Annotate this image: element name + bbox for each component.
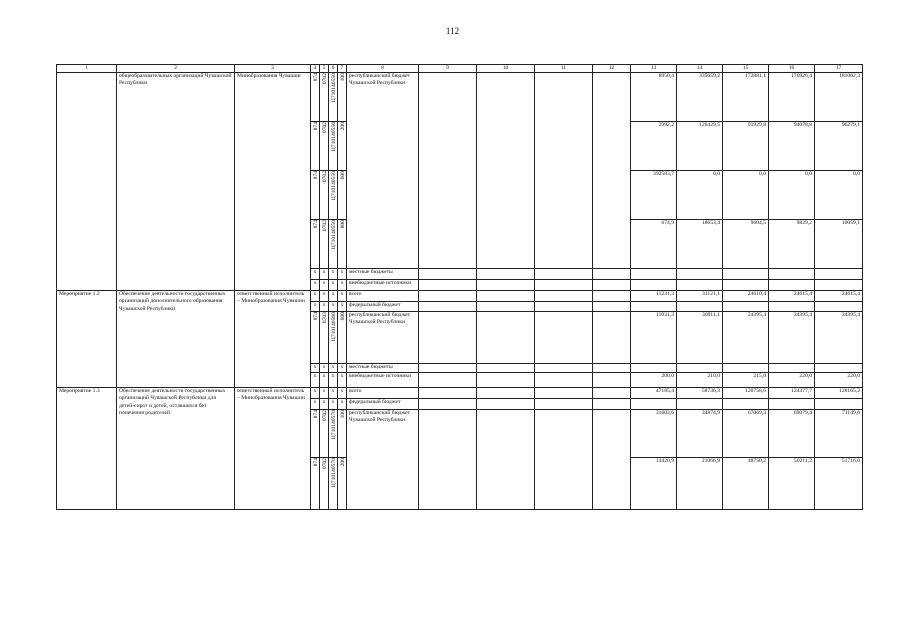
- code-type: 600: [340, 171, 346, 180]
- measure-label-cell: [57, 73, 117, 291]
- table-row: Мероприятие 1.3 Обеспечение деятельности государственных организаций Чувашской Республики для детей-сирот и детей, оставшихся без попечения родителей ответственный исполнитель – Минобразования Чувашии x x x x всего 47185,4 58736,3 120758,6 124377,7 128165,2: [57, 388, 863, 399]
- table-row: x x x x внебюджетные источники: [57, 280, 863, 291]
- value-cell: 335659,2: [677, 73, 723, 122]
- value-cell: 176926,4: [769, 73, 815, 122]
- code-gr: 874: [313, 410, 319, 419]
- funding-source: всего: [347, 388, 419, 399]
- code-section: 0702: [322, 73, 328, 85]
- column-header: 5: [320, 65, 329, 73]
- value-cell: 0,0: [677, 171, 723, 220]
- column-header: 1: [57, 65, 117, 73]
- value-cell: 2992,2: [631, 122, 677, 171]
- table-row: x x x x внебюджетные источники 200,0 210,0 215,0 220,0 220,0: [57, 373, 863, 388]
- table-row: 874 0702 Ц710140570 100 республиканский бюджет Чувашской Республики 31603,6 34874,9 67069,3 69079,4 71149,6: [57, 410, 863, 458]
- column-header: 11: [535, 65, 593, 73]
- table-row: 874 0703 Ц710140560 600 республиканский бюджет Чувашской Республики 11031,3 30911,1 24395,4 24395,4 24395,4: [57, 312, 863, 364]
- table-row: x x x x местные бюджеты: [57, 364, 863, 373]
- code-gr: 874: [313, 458, 319, 467]
- value-cell: 9604,5: [723, 220, 769, 269]
- code-section: 0703: [322, 312, 328, 324]
- value-cell: 0,0: [769, 171, 815, 220]
- value-cell: 18653,4: [677, 220, 723, 269]
- code-gr: 874: [313, 122, 319, 131]
- column-header: 16: [769, 65, 815, 73]
- funding-source: федеральный бюджет: [347, 302, 419, 312]
- code-gr: 874: [313, 171, 319, 180]
- value-cell: 392583,7: [631, 171, 677, 220]
- column-header: 10: [477, 65, 535, 73]
- value-cell: 91929,8: [723, 122, 769, 171]
- value-cell: 181062,3: [815, 73, 863, 122]
- funding-source: внебюджетные источники: [347, 280, 419, 291]
- value-cell: 0,0: [723, 171, 769, 220]
- code-section: 0702: [322, 220, 328, 232]
- funding-source: республиканский бюджет Чувашской Республики: [347, 312, 419, 364]
- code-target: Ц710140550: [331, 122, 337, 152]
- value-cell: 0,0: [815, 171, 863, 220]
- table-row: x x x x местные бюджеты: [57, 269, 863, 280]
- table-row: 874 0702 Ц710140570 200 14420,9 21066,9 48750,2 50211,2 51716,0: [57, 458, 863, 510]
- code-type: 200: [340, 122, 346, 131]
- code-section: 0702: [322, 410, 328, 422]
- column-header: 7: [338, 65, 347, 73]
- value-cell: 126429,5: [677, 122, 723, 171]
- code-target: Ц710140550: [331, 171, 337, 201]
- code-type: 600: [340, 312, 346, 321]
- value-cell: 10059,1: [815, 220, 863, 269]
- code-section: 0702: [322, 122, 328, 134]
- funding-source: всего: [347, 291, 419, 302]
- column-header: 6: [329, 65, 338, 73]
- executor-cell: Минобразования Чувашии: [235, 73, 311, 291]
- code-target: Ц710140560: [331, 312, 337, 342]
- value-cell: 9829,2: [769, 220, 815, 269]
- funding-source: местные бюджеты: [347, 364, 419, 373]
- code-gr: 874: [313, 73, 319, 82]
- table-row: x x x x федеральный бюджет: [57, 399, 863, 410]
- executor-cell: ответственный исполнитель – Минобразования Чувашии: [235, 388, 311, 510]
- code-type: 100: [340, 410, 346, 419]
- column-header: 8: [347, 65, 419, 73]
- code-target: Ц710140550: [331, 220, 337, 250]
- table-row: Мероприятие 1.2 Обеспечение деятельности государственных организаций дополнительного образования Чувашской Республики ответственный исполнитель – Минобразования Чувашии x x x x всего 11231,3 31121,1 24610,4 24615,4 24615,4: [57, 291, 863, 302]
- column-header: 15: [723, 65, 769, 73]
- value-cell: 94078,8: [769, 122, 815, 171]
- column-header: 2: [117, 65, 235, 73]
- value-cell: 8950,4: [631, 73, 677, 122]
- measure-name: Обеспечение деятельности государственных организаций Чувашской Республики для детей-сирот и детей, оставшихся без попечения родителей: [117, 388, 235, 510]
- value-cell: 172881,1: [723, 73, 769, 122]
- budget-table: [56, 64, 863, 510]
- value-cell: 96279,1: [815, 122, 863, 171]
- measure-name: Обеспечение деятельности государственных организаций дополнительного образования Чувашской Республики: [117, 291, 235, 388]
- code-type: 200: [340, 458, 346, 467]
- column-header: 12: [593, 65, 631, 73]
- funding-source: федеральный бюджет: [347, 399, 419, 410]
- column-header: 13: [631, 65, 677, 73]
- executor-cell: ответственный исполнитель – Минобразования Чувашии: [235, 291, 311, 388]
- column-header: 9: [419, 65, 477, 73]
- funding-source: республиканский бюджет Чувашской Республики: [347, 73, 419, 269]
- code-section: 0702: [322, 458, 328, 470]
- measure-label: Мероприятие 1.2: [57, 291, 117, 388]
- code-target: Ц710140570: [331, 458, 337, 488]
- value-cell: 674,9: [631, 220, 677, 269]
- column-header: 17: [815, 65, 863, 73]
- measure-name: общеобразовательных организаций Чувашской Республики: [117, 73, 235, 291]
- code-gr: 874: [313, 312, 319, 321]
- table-row: [57, 73, 863, 122]
- code-gr: 874: [313, 220, 319, 229]
- table-row: x x x x федеральный бюджет: [57, 302, 863, 312]
- column-header: 4: [311, 65, 320, 73]
- column-header: 3: [235, 65, 311, 73]
- code-target: Ц710140570: [331, 410, 337, 440]
- code-target: Ц710140550: [331, 73, 337, 103]
- funding-source: республиканский бюджет Чувашской Республики: [347, 410, 419, 510]
- page-number: 112: [445, 26, 460, 36]
- code-type: 800: [340, 220, 346, 229]
- column-header: 14: [677, 65, 723, 73]
- funding-source: местные бюджеты: [347, 269, 419, 280]
- column-number-row: [57, 65, 863, 73]
- code-section: 0702: [322, 171, 328, 183]
- funding-source: внебюджетные источники: [347, 373, 419, 388]
- code-type: 100: [340, 73, 346, 82]
- measure-label: Мероприятие 1.3: [57, 388, 117, 510]
